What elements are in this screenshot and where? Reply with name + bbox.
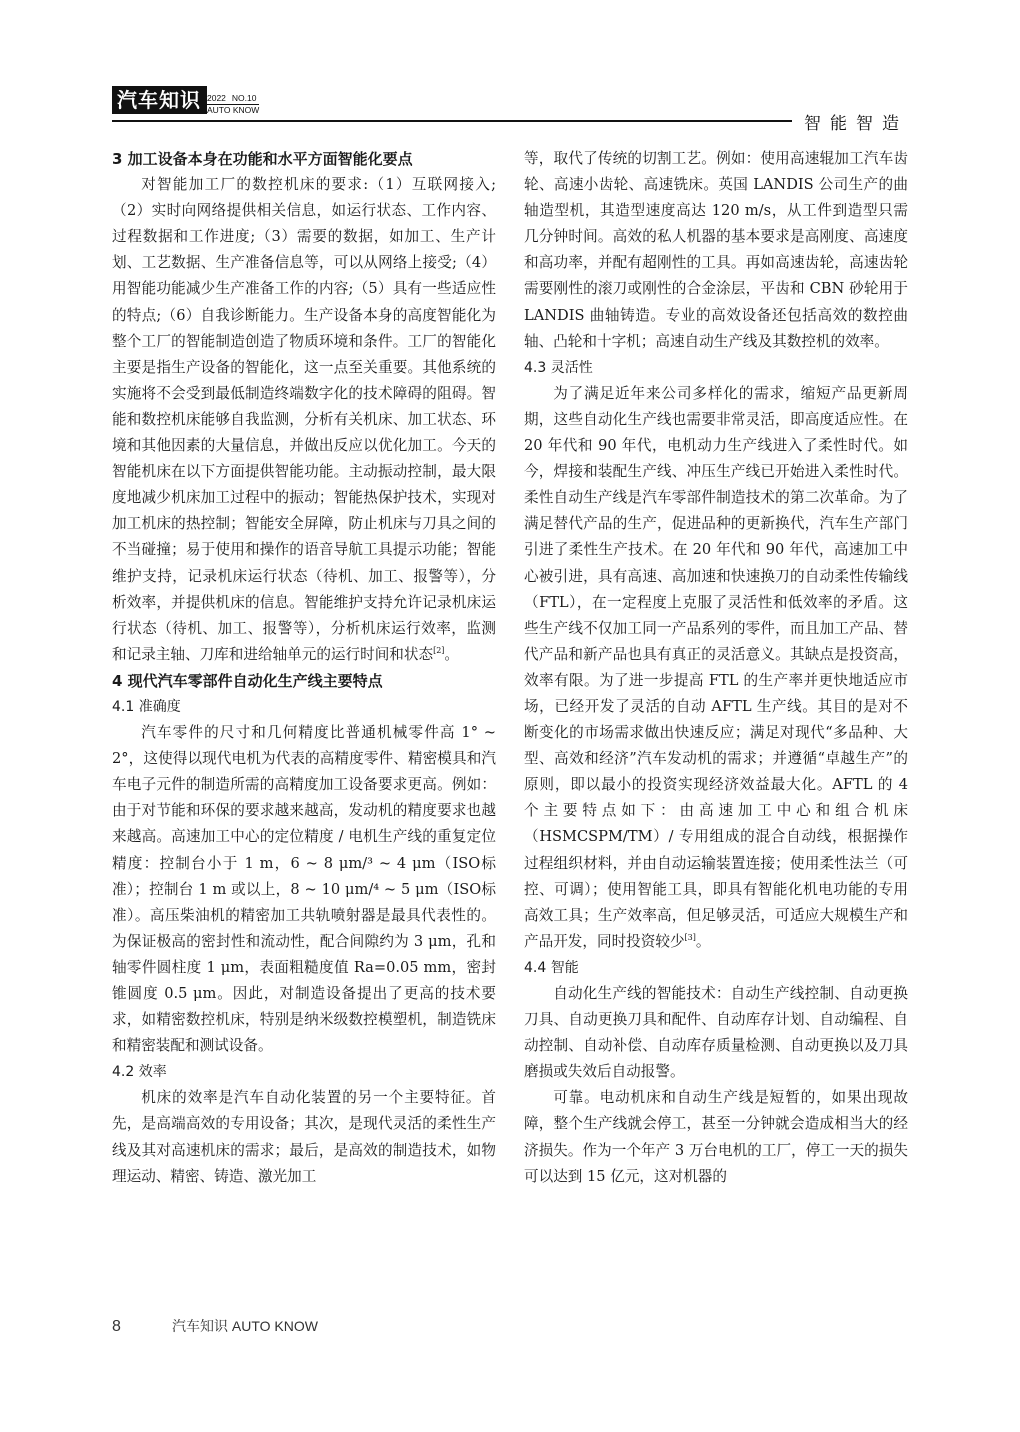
paragraph-3-end: 。 xyxy=(444,645,460,663)
heading-4-4: 4.4 智能 xyxy=(524,959,579,976)
paragraph-4-4-a: 自动化生产线的智能技术：自动生产线控制、自动更换刀具、自动更换刀具和配件、自动库存计划、自动编程、自动控制、自动补偿、自动库存质量检测、自动更换以及刀具磨损或失效后自动报警。 xyxy=(524,985,908,1081)
journal-logo: 汽车知识 xyxy=(112,86,207,114)
heading-3: 3 加工设备本身在功能和水平方面智能化要点 xyxy=(112,150,413,168)
section-title: 智能智造 xyxy=(804,114,908,134)
paragraph-4-2: 机床的效率是汽车自动化装置的另一个主要特征。首先，是高端高效的专用设备；其次，是现代灵活的柔性生产线及其对高速机床的需求；最后，是高效的制造技术，如物理运动、精密、铸造、激光加工 xyxy=(112,1089,496,1185)
page-number: 8 xyxy=(112,1318,121,1335)
paragraph-4-4-b: 可靠。电动机床和自动生产线是短暂的，如果出现故障，整个生产线就会停工，甚至一分钟就会造成相当大的经济损失。作为一个年产 3 万台电机的工厂，停工一天的损失可以达到 15 亿元，这对机器的 xyxy=(524,1089,908,1185)
footer-journal: 汽车知识 AUTO KNOW xyxy=(172,1318,318,1334)
paragraph-4-3-end: 。 xyxy=(695,932,711,950)
header-rule xyxy=(112,120,792,122)
journal-subtitle: AUTO KNOW xyxy=(207,105,260,115)
citation-2: [2] xyxy=(433,645,445,655)
heading-4: 4 现代汽车零部件自动化生产线主要特点 xyxy=(112,671,383,690)
issue-year: 2022 xyxy=(207,93,226,103)
right-column xyxy=(524,146,908,1190)
paragraph-3 xyxy=(112,172,496,668)
paragraph-4-3-text: 为了满足近年来公司多样化的需求，缩短产品更新周期，这些自动化生产线也需要非常灵活，即高度适应性。在 20 年代和 90 年代，电机动力生产线进入了柔性时代。如今，焊接和装配生产线、冲压生产线已开始进入柔性时代。柔性自动生产线是汽车零部件制造技术的第二次革命。为了满足替代产品的生产，促进品种的更新换代，汽车生产部门引进了柔性生产技术。在 20 年代和 90 年代，高速加工中心被引进，具有高速、高加速和快速换刀的自动柔性传输线（FTL），在一定程度上克服了灵活性和低效率的矛盾。这些生产线不仅加工同一产品系列的零件，而且加工产品、替代产品和新产品也具有真正的灵活意义。其缺点是投资高，效率有限。为了进一步提高 FTL 的生产率并更快地适应市场，已经开发了灵活的自动 AFTL 生产线。其目的是对不断变化的市场需求做出快速反应；满足对现代“多品种、大型、高效和经济”汽车发动机的需求；并遵循“卓越生产”的原则，即以最小的投资实现经济效益最大化。AFTL 的 4 个主要特点如下：由高速加工中心和组合机床（HSMCSPM/TM）/ 专用组成的混合自动线，根据操作过程组织材料，并由自动运输装置连接；使用柔性法兰（可控、可调）；使用智能工具，即具有智能化机电功能的专用高效工具；生产效率高，但足够灵活，可适应大规模生产和产品开发，同时投资较少 xyxy=(524,384,908,950)
left-column xyxy=(112,146,496,1190)
issue-info xyxy=(207,93,259,115)
paragraph-4-1: 汽车零件的尺寸和几何精度比普通机械零件高 1° ~ 2°，这使得以现代电机为代表的高精度零件、精密模具和汽车电子元件的制造所需的高精度加工设备要求更高。例如：由于对节能和环保的要求越来越高，发动机的精度要求也越来越高。高速加工中心的定位精度 / 电机生产线的重复定位精度：控制台小于 1 m，6 ~ 8 μm/³ ~ 4 μm（ISO标准）；控制台 1 m 或以上，8 ~ 10 μm/⁴ ~ 5 μm（ISO标准）。高压柴油机的精密加工共轨喷射器是最具代表性的。为保证极高的密封性和流动性，配合间隙约为 3 μm，孔和轴零件圆柱度 1 μm，表面粗糙度值 Ra=0.05 mm，密封锥圆度 0.5 μm。因此，对制造设备提出了更高的技术要求，如精密数控机床，特别是纳米级数控模塑机，制造铣床和精密装配和测试设备。 xyxy=(112,724,496,1055)
paragraph-4-2-continued: 等，取代了传统的切割工艺。例如：使用高速辊加工汽车齿轮、高速小齿轮、高速铣床。英国 LANDIS 公司生产的曲轴造型机，其造型速度高达 120 m/s，从工件到造型只需几分钟时间。高效的私人机器的基本要求是高刚度、高速度和高功率，并配有超刚性的工具。再如高速齿轮，高速齿轮需要刚性的滚刀或刚性的合金涂层，平齿和 CBN 砂轮用于 LANDIS 曲轴铸造。专业的高效设备还包括高效的数控曲轴、凸轮和十字机；高速自动生产线及其数控机的效率。 xyxy=(524,150,908,350)
issue-number: NO.10 xyxy=(231,93,257,103)
heading-4-1: 4.1 准确度 xyxy=(112,698,181,715)
heading-4-3: 4.3 灵活性 xyxy=(524,359,593,376)
paragraph-4-3 xyxy=(524,381,908,955)
page-footer xyxy=(112,1316,318,1336)
paragraph-3-text: 对智能加工厂的数控机床的要求:（1）互联网接入;（2）实时向网络提供相关信息，如运行状态、工作内容、过程数据和工作进度;（3）需要的数据，如加工、生产计划、工艺数据、生产准备信息等，可以从网络上接受;（4）用智能功能减少生产准备工作的内容;（5）具有一些适应性的特点;（6）自我诊断能力。生产设备本身的高度智能化为整个工厂的智能制造创造了物质环境和条件。工厂的智能化主要是指生产设备的智能化，这一点至关重要。其他系统的实施将不会受到最低制造终端数字化的技术障碍的阻碍。智能和数控机床能够自我监测，分析有关机床、加工状态、环境和其他因素的大量信息，并做出反应以优化加工。今天的智能机床在以下方面提供智能功能。主动振动控制，最大限度地减少机床加工过程中的振动；智能热保护技术，实现对加工机床的热控制；智能安全屏障，防止机床与刀具之间的不当碰撞；易于使用和操作的语音导航工具提示功能；智能维护支持，记录机床运行状态（待机、加工、报警等），分析效率，并提供机床的信息。智能维护支持允许记录机床运行状态（待机、加工、报警等），分析机床运行效率，监测和记录主轴、刀库和进给轴单元的运行时间和状态 xyxy=(112,176,496,663)
citation-3: [3] xyxy=(684,932,696,942)
heading-4-2: 4.2 效率 xyxy=(112,1064,167,1081)
